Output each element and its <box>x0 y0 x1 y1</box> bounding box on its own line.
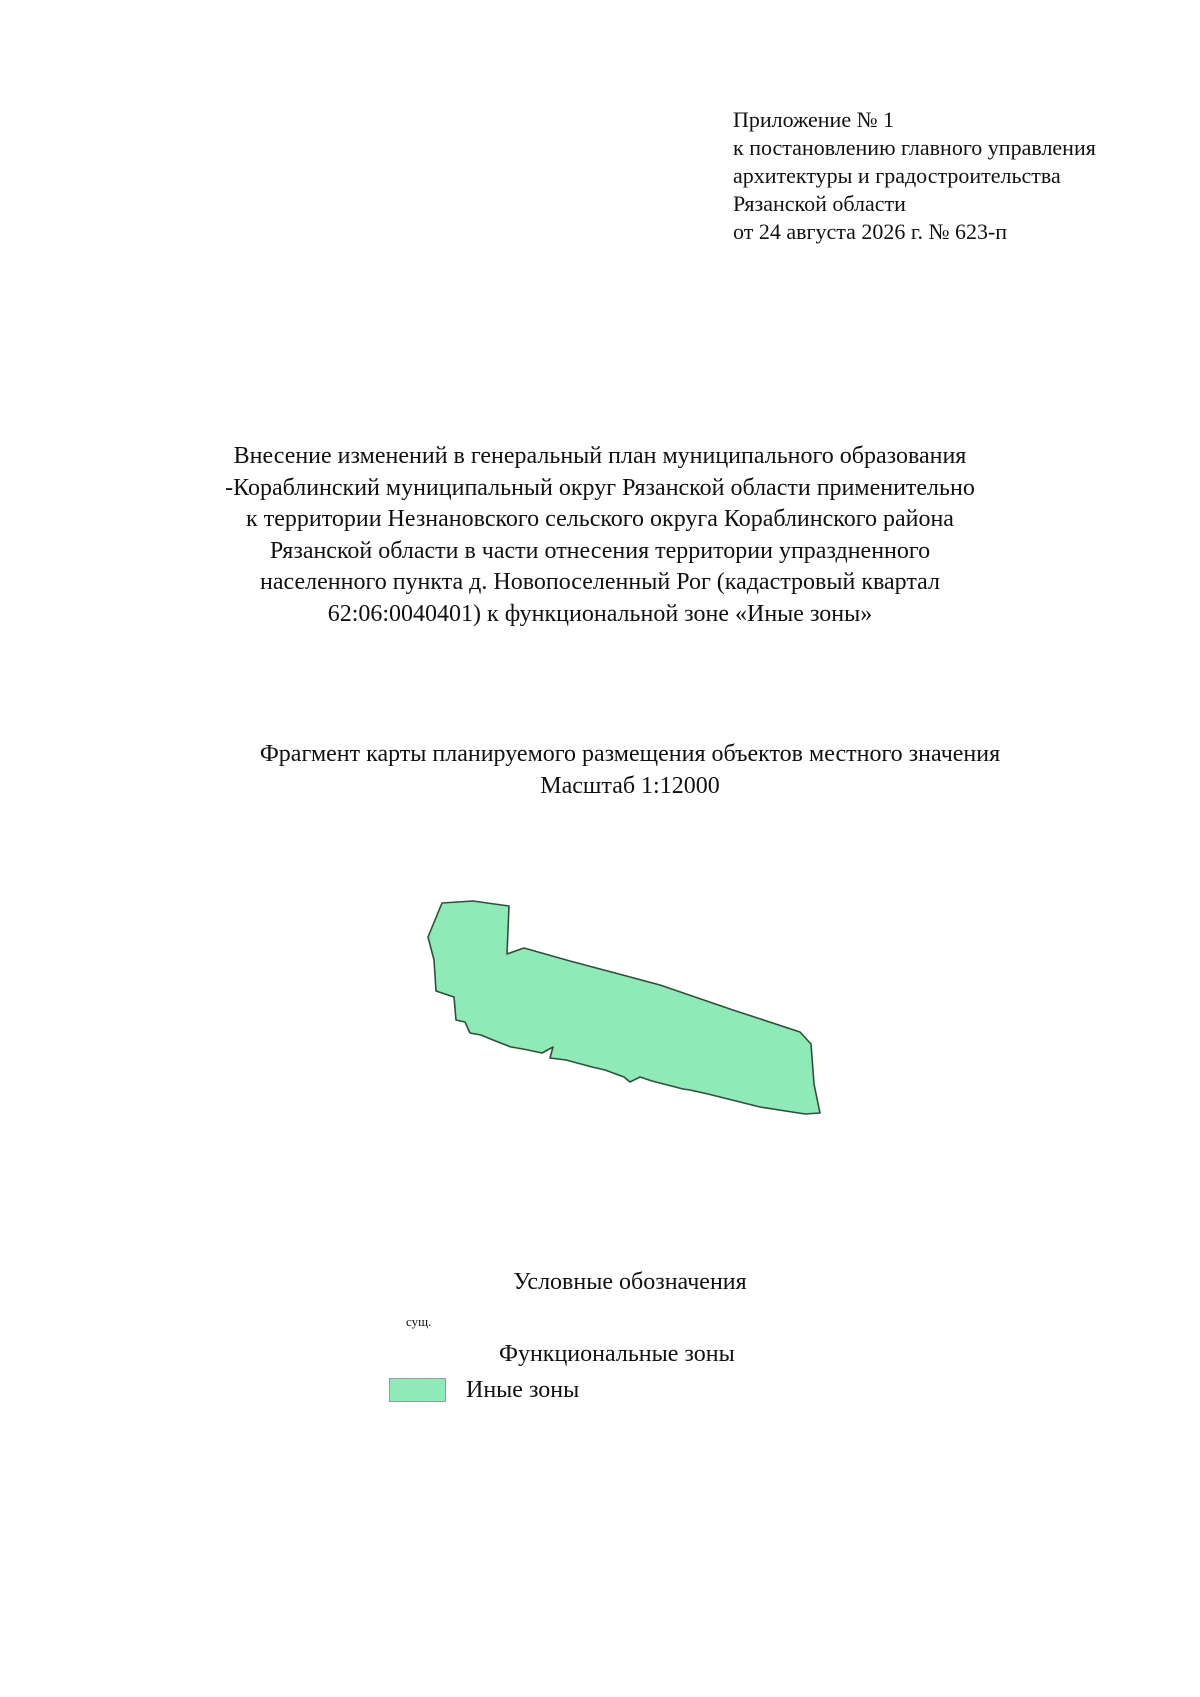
other-zone-polygon <box>428 901 820 1114</box>
document-title <box>180 441 1020 630</box>
appendix-line: архитектуры и градостроительства <box>733 163 1061 188</box>
title-line: к территории Незнановского сельского округа Кораблинского района <box>246 506 954 532</box>
legend-label-other-zones: Иные зоны <box>466 1377 580 1403</box>
legend-small-label: сущ. <box>406 1314 432 1329</box>
legend-group-title: Функциональные зоны <box>499 1341 735 1367</box>
appendix-line: к постановлению главного управления <box>733 135 1096 160</box>
map-scale: Масштаб 1:12000 <box>540 773 720 799</box>
legend-swatch-other-zones <box>389 1378 446 1402</box>
title-line: -Кораблинский муниципальный округ Рязанской области применительно <box>225 474 975 501</box>
appendix-line: от 24 августа 2026 г. № 623-п <box>733 219 1008 244</box>
title-line: населенного пункта д. Новопоселенный Рог (кадастровый квартал <box>260 569 940 595</box>
map-caption <box>150 738 1110 802</box>
title-line: 62:06:0040401) к функциональной зоне «Иные зоны» <box>327 600 873 627</box>
legend-title: Условные обозначения <box>513 1269 747 1295</box>
appendix-block <box>733 106 1096 246</box>
title-line: Внесение изменений в генеральный план муниципального образования <box>233 443 967 469</box>
title-line: Рязанской области в части отнесения территории упраздненного <box>269 537 931 564</box>
map-caption-heading: Фрагмент карты планируемого размещения объектов местного значения <box>259 741 1001 767</box>
appendix-line: Рязанской области <box>733 191 906 216</box>
appendix-line: Приложение № 1 <box>733 107 895 132</box>
